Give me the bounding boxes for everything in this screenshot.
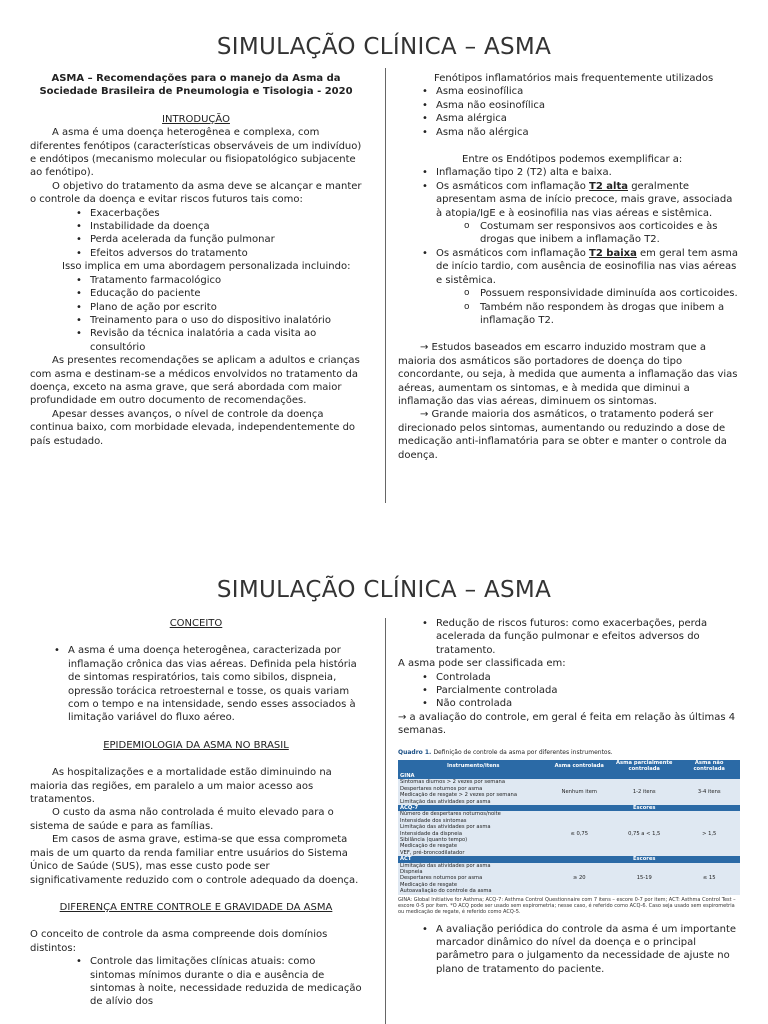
item-text: Intensidade dos sintomas	[400, 817, 467, 824]
endotypes-list-cont	[398, 247, 740, 287]
sub-list	[398, 287, 740, 327]
list-item: • Exacerbações	[30, 207, 362, 220]
slide-title: SIMULAÇÃO CLÍNICA – ASMA	[216, 577, 552, 603]
caption-text: Definição de controle da asma por diferentes instrumentos.	[433, 748, 613, 756]
list-item: • A avaliação periódica do controle da asma é um importante marcador dinâmico do nível da doença e o principal parâmetro para o julgamento da necessidade de ajuste no plano de tratamento do paciente.	[398, 923, 740, 977]
approach-list	[30, 274, 362, 354]
item-text: geralmente apresentam asma de início precoce, mais grave, associada à atopia/IgE e à eosinofilia nas vias aéreas e sistêmica.	[436, 180, 733, 219]
item-text: Sibilância (quanto tempo)	[400, 836, 468, 843]
epidemiology-paragraph: O custo da asma não controlada é muito elevado para o sistema de saúde e para as famílias.	[30, 807, 334, 832]
table-row	[398, 811, 740, 856]
sub-list-item: o Também não respondem às drogas que inibem a inflamação T2.	[398, 301, 740, 328]
concept-list	[52, 644, 362, 724]
endotypes-title: Entre os Endótipos podemos exemplificar a:	[462, 154, 683, 166]
scores-label: Escores	[548, 805, 740, 811]
list-item: • Efeitos adversos do tratamento	[30, 247, 362, 260]
list-item: • Asma alérgica	[398, 112, 740, 125]
table-cell: 3-4 itens	[678, 779, 740, 805]
item-text: Despertares noturnos por asma	[400, 875, 483, 882]
slide-gap	[0, 510, 768, 555]
left-column	[30, 617, 362, 1009]
list-item: • Inflamação tipo 2 (T2) alta e baixa.	[398, 166, 740, 179]
table-cell: > 1,5	[678, 811, 740, 856]
classification-list	[398, 671, 740, 711]
assessment-list	[398, 923, 740, 977]
section-label: GINA	[398, 773, 740, 779]
column-divider	[385, 618, 386, 1024]
item-text: VEF, pré-broncodilatador	[400, 849, 465, 856]
list-item: • Treinamento para o uso do dispositivo inalatório	[30, 314, 362, 327]
sub-list-item: o Costumam ser responsivos aos corticoides e às drogas que inibem a inflamação T2.	[398, 220, 740, 247]
list-item: • Asma eosinofílica	[398, 85, 740, 98]
list-item: • Asma não eosinofílica	[398, 99, 740, 112]
table-cell: ≥ 20	[548, 863, 610, 895]
list-item: • Controle das limitações clínicas atuais: como sintomas mínimos durante o dia e ausência de sintomas à noite, necessidade reduzida de medicação de alívio dos	[30, 955, 362, 1009]
slide-1	[0, 0, 768, 510]
control-domains-paragraph: O conceito de controle da asma compreende dois domínios distintos:	[30, 929, 328, 954]
list-item: • Controlada	[398, 671, 740, 684]
item-text: Despertares noturnos por asma	[400, 785, 483, 792]
caption-label: Quadro 1.	[398, 748, 432, 756]
item-text: Sintomas diurnos > 2 vezes por semana	[400, 779, 506, 786]
slide-2	[0, 555, 768, 1024]
section-title-epidemiologia: EPIDEMIOLOGIA DA ASMA NO BRASIL	[103, 739, 289, 751]
epidemiology-paragraph: As hospitalizações e a mortalidade estão diminuindo na maioria das regiões, em paralelo a um maior acesso aos tratamentos.	[30, 767, 332, 806]
table-footnote: GINA: Global Initiative for Asthma; ACQ-7: Asthma Control Questionnaire com 7 itens – escore 0-7 por item; ACT: Asthma Control Test – escore 0-5 por item. *O ACQ pode ser usado sem espirometria; nesse caso, é referido como ACQ-6. Caso seja usado sem espirometria ou medicação de regate, é referido como ACQ-5.	[398, 896, 736, 915]
table-cell: 15-19	[610, 863, 678, 895]
list-item	[398, 247, 740, 287]
intro-paragraph: A asma é uma doença heterogênea e complexa, com diferentes fenótipos (características observáveis de um indivíduo) e endótipos (mecanismo molecular ou fisiopatológico subjacente ao fenótipo).	[30, 127, 362, 179]
sub-list-item: o Possuem responsividade diminuída aos corticoides.	[398, 287, 740, 300]
objective-paragraph: O objetivo do tratamento da asma deve se alcançar e manter o controle da doença e evitar riscos futuros tais como:	[30, 180, 362, 206]
column-divider	[385, 68, 386, 503]
table-caption	[398, 746, 740, 759]
scores-label: Escores	[548, 856, 740, 862]
slide-title: SIMULAÇÃO CLÍNICA – ASMA	[216, 34, 552, 60]
list-item: • Perda acelerada da função pulmonar	[30, 233, 362, 246]
list-item: • Educação do paciente	[30, 287, 362, 300]
t2-baixa-highlight: T2 baixa	[589, 247, 637, 259]
right-column	[398, 617, 740, 976]
endotypes-list	[398, 166, 740, 220]
table-cell: ≤ 15	[678, 863, 740, 895]
table-row	[398, 779, 740, 805]
section-label: ACQ-7	[398, 805, 548, 811]
scope-paragraph: As presentes recomendações se aplicam a adultos e crianças com asma e destinam-se a médicos envolvidos no tratamento da doença, exceto na asma grave, que será abordada com maior profundidade em outro documento de recomendações.	[30, 355, 360, 407]
table-cell: 1-2 itens	[610, 779, 678, 805]
table-cell: Nenhum item	[548, 779, 610, 805]
list-item: • Plano de ação por escrito	[30, 301, 362, 314]
approach-intro: Isso implica em uma abordagem personalizada incluindo:	[62, 261, 351, 273]
item-text: Medicação de resgate	[400, 881, 458, 888]
table-header-row	[398, 760, 740, 773]
section-label: ACT	[398, 856, 548, 862]
t2-alta-highlight: T2 alta	[589, 180, 629, 192]
list-item: • A asma é uma doença heterogênea, caracterizada por inflamação crônica das vias aéreas. Definida pela história de sintomas respiratórios, tais como sibilos, dispneia, opressão torácica retroesternal e tosse, os quais variam com o tempo e na intensidade, sendo esses associados à limitação variável do fluxo aéreo.	[52, 644, 362, 724]
item-text: Intensidade da dispneia	[400, 830, 463, 837]
list-item	[398, 180, 740, 220]
document-heading: ASMA – Recomendações para o manejo da Asma da Sociedade Brasileira de Pneumologia e Tisologia - 2020	[39, 73, 353, 98]
list-item: • Redução de riscos futuros: como exacerbações, perda acelerada da função pulmonar e efeitos adversos do tratamento.	[398, 617, 740, 657]
item-text: Número de despertares noturnos/noite	[400, 811, 501, 818]
table-cell: 0,75 a < 1,5	[610, 811, 678, 856]
classification-title: A asma pode ser classificada em:	[398, 658, 566, 670]
item-text: Medicação de resgate	[400, 843, 458, 850]
table-header: Instrumento/itens	[398, 760, 548, 773]
item-text: Limitação das atividades por asma	[400, 862, 491, 869]
left-column	[30, 72, 362, 448]
table-header: Asma controlada	[548, 760, 610, 773]
epidemiology-paragraph: Em casos de asma grave, estima-se que essa comprometa mais de um quarto da renda familiar entre usuários do Sistema Único de Saúde (SUS), mas esse custo pode ser significativamente reduzido com o controle adequado da doença.	[30, 834, 359, 886]
table-row	[398, 863, 740, 895]
domains-list-cont	[398, 617, 740, 657]
table-cell	[398, 811, 548, 856]
treatment-paragraph: → Grande maioria dos asmáticos, o tratamento poderá ser direcionado pelos sintomas, aumentando ou reduzindo a dose de medicação anti-inflamatória para se obter e manter o controle da doença.	[398, 409, 727, 461]
list-item: • Asma não alérgica	[398, 126, 740, 139]
item-text: Os asmáticos com inflamação	[436, 180, 590, 192]
item-text: Limitação das atividades por asma	[400, 798, 491, 805]
item-text: em geral tem asma de início tardio, com ausência de eosinofilia nas vias aéreas e sistêmica.	[436, 247, 738, 286]
evaluation-note: → a avaliação do controle, em geral é feita em relação às últimas 4 semanas.	[398, 711, 736, 737]
item-text: Limitação das atividades por asma	[400, 824, 491, 831]
item-text: Dispneia	[400, 868, 423, 875]
domains-list	[30, 955, 362, 1009]
list-item: • Parcialmente controlada	[398, 684, 740, 697]
control-level-paragraph: Apesar desses avanços, o nível de controle da doença continua baixo, com morbidade elevada, independentemente do país estudado.	[30, 408, 356, 447]
section-title-diferenca: DIFERENÇA ENTRE CONTROLE E GRAVIDADE DA ASMA	[59, 901, 333, 913]
phenotypes-list	[398, 85, 740, 139]
table-cell	[398, 779, 548, 805]
table-cell: ≤ 0,75	[548, 811, 610, 856]
table-header: Asma não controlada	[678, 760, 740, 773]
list-item: • Instabilidade da doença	[30, 220, 362, 233]
table-header: Asma parcialmente controlada	[610, 760, 678, 773]
section-title-conceito: CONCEITO	[169, 618, 223, 629]
sub-list	[398, 220, 740, 247]
item-text: Autoavaliação do controle da asma	[400, 888, 492, 895]
sputum-paragraph: → Estudos baseados em escarro induzido mostram que a maioria dos asmáticos são portadores de doença do tipo concordante, ou seja, à medida que aumenta a inflamação das vias aéreas, aumentam os sintomas, e à medida que diminui a inflamação das vias aéreas, diminuem os sintomas.	[398, 342, 738, 407]
control-table	[398, 760, 740, 895]
phenotypes-title: Fenótipos inflamatórios mais frequentemente utilizados	[434, 73, 714, 84]
control-table-figure	[398, 746, 740, 915]
list-item: • Revisão da técnica inalatória a cada visita ao consultório	[30, 327, 362, 354]
right-column	[398, 72, 740, 462]
risks-list	[30, 207, 362, 261]
item-text: Medicação de resgate > 2 vezes por semana	[400, 792, 517, 799]
item-text: Os asmáticos com inflamação	[436, 247, 590, 259]
list-item: • Tratamento farmacológico	[30, 274, 362, 287]
list-item: • Não controlada	[398, 697, 740, 710]
section-title-introducao: INTRODUÇÃO	[162, 113, 230, 125]
table-cell	[398, 863, 548, 895]
